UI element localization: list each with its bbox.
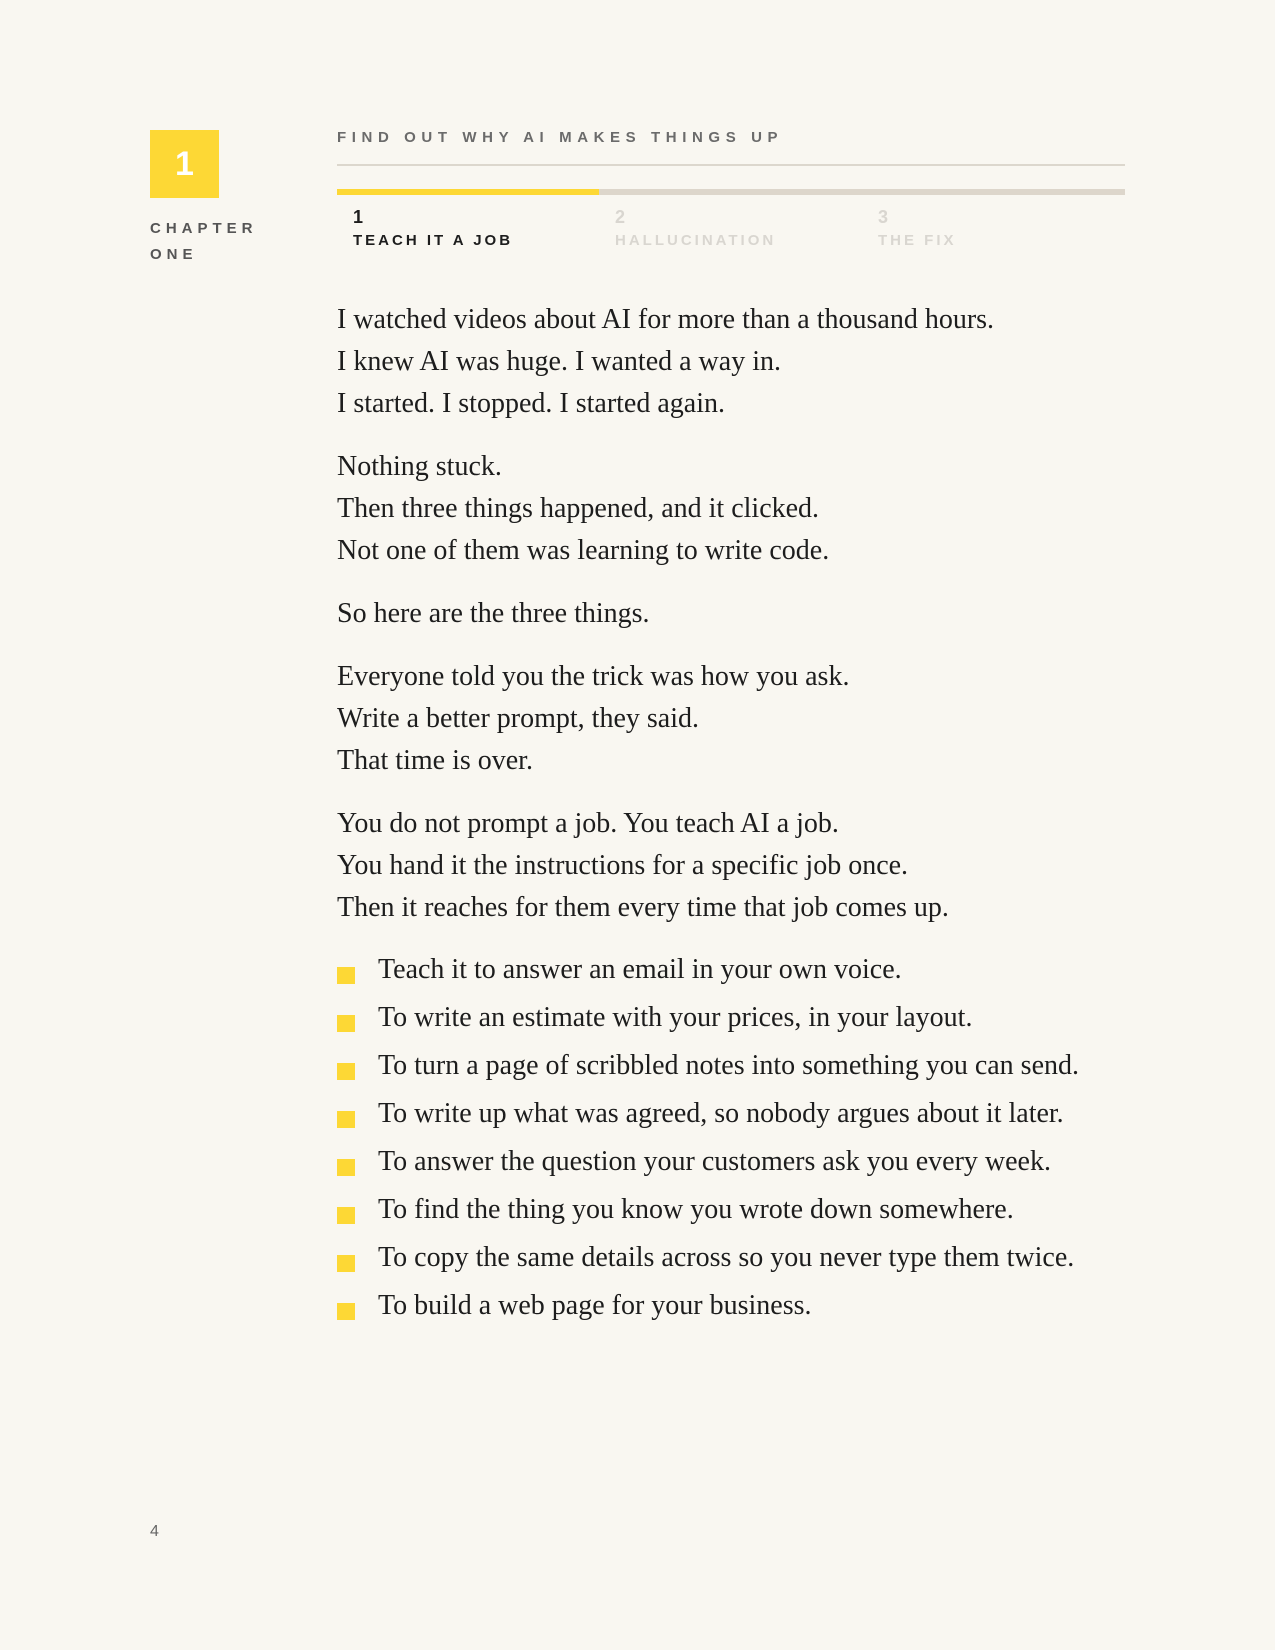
text-line: Everyone told you the trick was how you ask. bbox=[337, 661, 850, 692]
step-1-number: 1 bbox=[353, 207, 364, 227]
step-3-label: THE FIX bbox=[878, 232, 957, 249]
text-line: I started. I stopped. I started again. bbox=[337, 388, 725, 419]
list-item bbox=[337, 950, 1127, 990]
list-item-text: To write an estimate with your prices, in your layout. bbox=[378, 1002, 973, 1033]
list-item-text: To build a web page for your business. bbox=[378, 1290, 812, 1321]
square-bullet-icon bbox=[337, 1111, 355, 1128]
paragraph bbox=[337, 299, 1127, 425]
list-item bbox=[337, 1190, 1127, 1230]
list-item bbox=[337, 1142, 1127, 1182]
square-bullet-icon bbox=[337, 1255, 355, 1272]
header-divider bbox=[337, 164, 1125, 166]
text-line: Nothing stuck. bbox=[337, 451, 502, 482]
step-3 bbox=[878, 206, 957, 249]
body-content bbox=[337, 299, 1127, 1334]
chapter-label bbox=[150, 216, 258, 268]
text-line: So here are the three things. bbox=[337, 598, 650, 629]
list-item-text: To write up what was agreed, so nobody argues about it later. bbox=[378, 1098, 1064, 1129]
step-2-number: 2 bbox=[615, 207, 626, 227]
chapter-label-line1: CHAPTER bbox=[150, 220, 258, 237]
progress-fill bbox=[337, 189, 599, 195]
list-item bbox=[337, 1286, 1127, 1326]
page-number: 4 bbox=[150, 1523, 159, 1540]
text-line: Write a better prompt, they said. bbox=[337, 703, 699, 734]
text-line: I watched videos about AI for more than a thousand hours. bbox=[337, 304, 995, 335]
text-line: I knew AI was huge. I wanted a way in. bbox=[337, 346, 781, 377]
square-bullet-icon bbox=[337, 1207, 355, 1224]
paragraph bbox=[337, 593, 1127, 635]
text-line: That time is over. bbox=[337, 745, 533, 776]
list-item-text: To turn a page of scribbled notes into something you can send. bbox=[378, 1050, 1079, 1081]
step-3-number: 3 bbox=[878, 207, 889, 227]
paragraph bbox=[337, 803, 1127, 929]
text-line: Then it reaches for them every time that job comes up. bbox=[337, 892, 949, 923]
list-item bbox=[337, 1046, 1127, 1086]
list-item-text: Teach it to answer an email in your own voice. bbox=[378, 954, 902, 985]
square-bullet-icon bbox=[337, 1063, 355, 1080]
list-item-text: To find the thing you know you wrote down somewhere. bbox=[378, 1194, 1014, 1225]
step-2-label: HALLUCINATION bbox=[615, 232, 777, 249]
text-line: Not one of them was learning to write code. bbox=[337, 535, 830, 566]
text-line: You hand it the instructions for a specific job once. bbox=[337, 850, 909, 881]
job-list bbox=[337, 950, 1127, 1326]
text-line: You do not prompt a job. You teach AI a job. bbox=[337, 808, 839, 839]
list-item bbox=[337, 1094, 1127, 1134]
square-bullet-icon bbox=[337, 1159, 355, 1176]
chapter-number-badge bbox=[150, 130, 219, 198]
chapter-number: 1 bbox=[175, 144, 194, 183]
paragraph bbox=[337, 656, 1127, 782]
list-item-text: To answer the question your customers ask you every week. bbox=[378, 1146, 1051, 1177]
square-bullet-icon bbox=[337, 1015, 355, 1032]
text-line: Then three things happened, and it clicked. bbox=[337, 493, 820, 524]
paragraph bbox=[337, 446, 1127, 572]
step-1-label: TEACH IT A JOB bbox=[353, 232, 514, 249]
square-bullet-icon bbox=[337, 967, 355, 984]
square-bullet-icon bbox=[337, 1303, 355, 1320]
section-title: FIND OUT WHY AI MAKES THINGS UP bbox=[337, 129, 784, 146]
step-2 bbox=[615, 206, 776, 249]
progress-track bbox=[337, 189, 1125, 195]
list-item bbox=[337, 1238, 1127, 1278]
step-1 bbox=[353, 206, 513, 249]
chapter-label-line2: ONE bbox=[150, 246, 198, 263]
list-item-text: To copy the same details across so you never type them twice. bbox=[378, 1242, 1075, 1273]
list-item bbox=[337, 998, 1127, 1038]
